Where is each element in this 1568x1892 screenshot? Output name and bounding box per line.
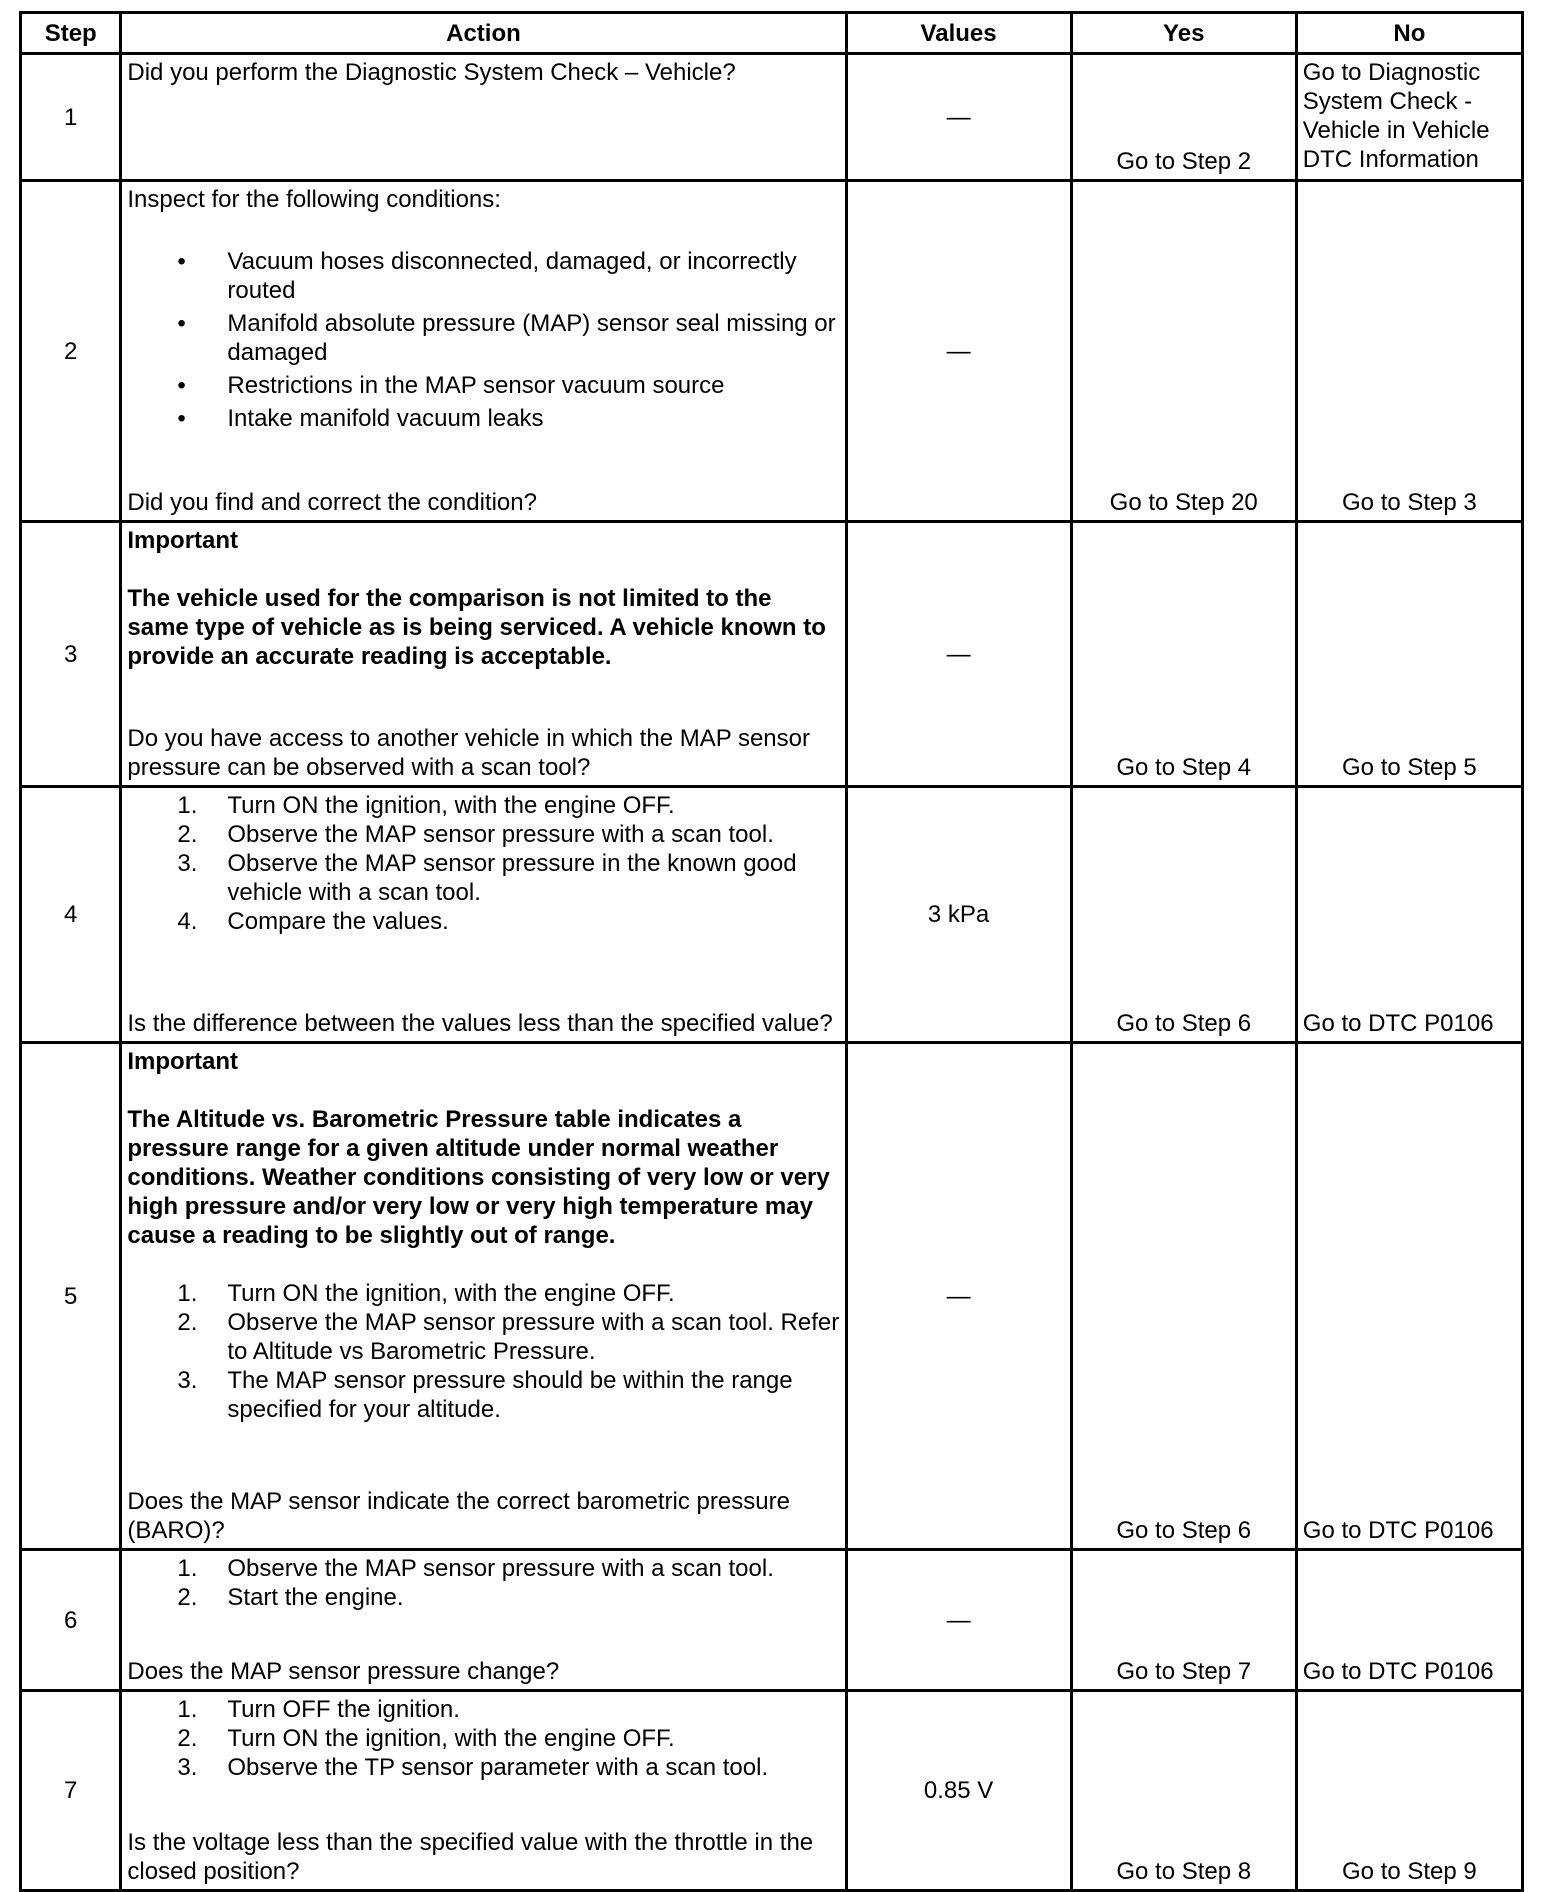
- table-row-step-2: [21, 181, 1523, 522]
- procedure-list: [127, 1554, 839, 1612]
- list-text: Observe the MAP sensor pressure with a scan tool.: [227, 1555, 774, 1582]
- important-text: The vehicle used for the comparison is not limited to the same type of vehicle as is being serviced. A vehicle known to provide an accurate reading is acceptable.: [127, 585, 826, 670]
- list-item: [127, 1554, 839, 1583]
- list-item: [127, 907, 839, 936]
- action-cell: [121, 54, 846, 181]
- no-cell: Go to Step 5: [1296, 522, 1522, 787]
- procedure-list: [127, 791, 839, 936]
- yes-cell: Go to Step 2: [1071, 54, 1296, 181]
- list-item: [127, 820, 839, 849]
- question-text: Does the MAP sensor pressure change?: [127, 1658, 560, 1685]
- list-number: 2.: [177, 1309, 198, 1336]
- list-number: 1.: [177, 792, 198, 819]
- yes-cell: Go to Step 20: [1071, 181, 1296, 522]
- value-cell: —: [846, 522, 1071, 787]
- header-action: Action: [121, 13, 846, 54]
- header-values: Values: [846, 13, 1071, 54]
- procedure-list: [127, 1695, 839, 1782]
- action-cell: [121, 522, 846, 787]
- list-item: • Vacuum hoses disconnected, damaged, or incorrectly routed: [127, 247, 839, 305]
- condition-list: [127, 247, 839, 433]
- table-row-step-3: [21, 522, 1523, 787]
- header-row: [21, 13, 1523, 54]
- action-cell: [121, 787, 846, 1043]
- question-text: Did you perform the Diagnostic System Check – Vehicle?: [127, 59, 736, 86]
- yes-cell: Go to Step 6: [1071, 1043, 1296, 1550]
- no-cell: Go to DTC P0106: [1296, 1043, 1522, 1550]
- yes-cell: Go to Step 4: [1071, 522, 1296, 787]
- list-item: [127, 1279, 839, 1308]
- table-row-step-6: [21, 1550, 1523, 1691]
- list-item: [127, 791, 839, 820]
- list-text: Observe the MAP sensor pressure with a scan tool.: [227, 821, 774, 848]
- no-cell: Go to Step 9: [1296, 1691, 1522, 1891]
- list-text: Turn ON the ignition, with the engine OFF.: [227, 1280, 675, 1307]
- question-text: Is the difference between the values less than the specified value?: [127, 1010, 833, 1037]
- list-text: Start the engine.: [227, 1584, 404, 1611]
- list-item: • Manifold absolute pressure (MAP) sensor seal missing or damaged: [127, 309, 839, 367]
- action-cell: [121, 1550, 846, 1691]
- list-item: [127, 1695, 839, 1724]
- step-number: 1: [21, 54, 121, 181]
- list-number: 1.: [177, 1280, 198, 1307]
- question-text: Is the voltage less than the specified value with the throttle in the closed position?: [127, 1829, 814, 1885]
- value-cell: —: [846, 54, 1071, 181]
- yes-cell: Go to Step 8: [1071, 1691, 1296, 1891]
- step-number: 3: [21, 522, 121, 787]
- value-cell: —: [846, 181, 1071, 522]
- action-cell: [121, 181, 846, 522]
- step-number: 7: [21, 1691, 121, 1891]
- important-label: Important: [127, 1048, 239, 1075]
- no-cell: Go to Diagnostic System Check - Vehicle in Vehicle DTC Information: [1296, 54, 1522, 181]
- list-item: [127, 849, 839, 907]
- list-number: 2.: [177, 821, 198, 848]
- list-text: Compare the values.: [227, 908, 449, 935]
- step-number: 6: [21, 1550, 121, 1691]
- list-text: Turn ON the ignition, with the engine OFF.: [227, 1725, 675, 1752]
- list-item: • Restrictions in the MAP sensor vacuum source: [127, 371, 839, 400]
- question-text: Do you have access to another vehicle in which the MAP sensor pressure can be observed with a scan tool?: [127, 725, 810, 781]
- list-number: 3.: [177, 850, 198, 877]
- no-cell: Go to DTC P0106: [1296, 787, 1522, 1043]
- table-row-step-4: [21, 787, 1523, 1043]
- yes-cell: Go to Step 7: [1071, 1550, 1296, 1691]
- list-number: 2.: [177, 1584, 198, 1611]
- list-number: 3.: [177, 1367, 198, 1394]
- no-cell: Go to Step 3: [1296, 181, 1522, 522]
- table-row-step-1: [21, 54, 1523, 181]
- list-item: [127, 1724, 839, 1753]
- list-number: 4.: [177, 908, 198, 935]
- list-number: 3.: [177, 1754, 198, 1781]
- list-item: [127, 1308, 839, 1366]
- important-label: Important: [127, 527, 239, 554]
- list-item: [127, 1583, 839, 1612]
- list-text: Observe the TP sensor parameter with a scan tool.: [227, 1754, 769, 1781]
- intro-text: Inspect for the following conditions:: [127, 186, 501, 213]
- value-cell: 0.85 V: [846, 1691, 1071, 1891]
- step-number: 5: [21, 1043, 121, 1550]
- table-row-step-7: [21, 1691, 1523, 1891]
- important-text: The Altitude vs. Barometric Pressure table indicates a pressure range for a given altitude under normal weather conditions. Weather conditions consisting of very low or very high pressure and/or very low or very high temperature may cause a reading to be slightly out of range.: [127, 1106, 830, 1249]
- step-number: 4: [21, 787, 121, 1043]
- list-text: Observe the MAP sensor pressure with a scan tool. Refer to Altitude vs Barometric Pressure.: [227, 1309, 840, 1365]
- list-number: 1.: [177, 1696, 198, 1723]
- list-number: 2.: [177, 1725, 198, 1752]
- list-item: • Intake manifold vacuum leaks: [127, 404, 839, 433]
- list-number: 1.: [177, 1555, 198, 1582]
- diagnostic-table: [19, 11, 1524, 1892]
- header-step: Step: [21, 13, 121, 54]
- list-item: [127, 1366, 839, 1424]
- diagnostic-table-container: [19, 11, 1524, 1892]
- value-cell: —: [846, 1550, 1071, 1691]
- table-row-step-5: [21, 1043, 1523, 1550]
- step-number: 2: [21, 181, 121, 522]
- question-text: Does the MAP sensor indicate the correct barometric pressure (BARO)?: [127, 1488, 790, 1544]
- list-text: The MAP sensor pressure should be within the range specified for your altitude.: [227, 1367, 793, 1423]
- yes-cell: Go to Step 6: [1071, 787, 1296, 1043]
- value-cell: 3 kPa: [846, 787, 1071, 1043]
- question-text: Did you find and correct the condition?: [127, 489, 537, 516]
- list-item: [127, 1753, 839, 1782]
- header-no: No: [1296, 13, 1522, 54]
- list-text: Observe the MAP sensor pressure in the known good vehicle with a scan tool.: [227, 850, 797, 906]
- procedure-list: [127, 1279, 839, 1424]
- list-text: Turn OFF the ignition.: [227, 1696, 460, 1723]
- value-cell: —: [846, 1043, 1071, 1550]
- list-text: Turn ON the ignition, with the engine OFF.: [227, 792, 675, 819]
- no-cell: Go to DTC P0106: [1296, 1550, 1522, 1691]
- action-cell: [121, 1043, 846, 1550]
- action-cell: [121, 1691, 846, 1891]
- header-yes: Yes: [1071, 13, 1296, 54]
